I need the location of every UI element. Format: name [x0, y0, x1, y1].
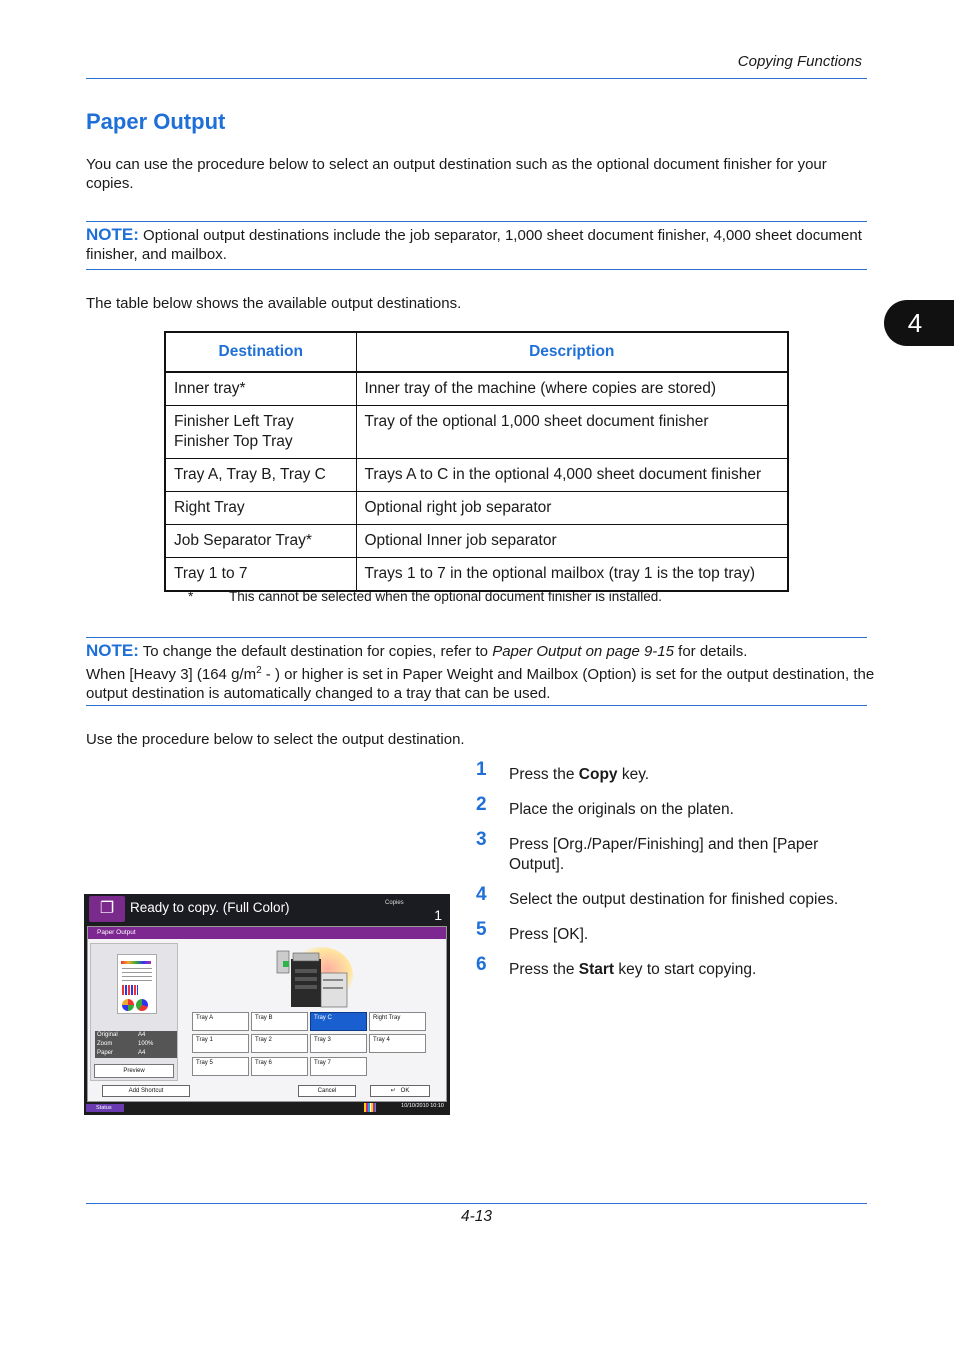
screen-title: Paper Output [88, 927, 446, 939]
step-number: 6 [476, 954, 487, 975]
step-text: Press the [509, 961, 579, 978]
note2-top-rule [86, 637, 867, 638]
step-text: Press the [509, 766, 579, 783]
step-number: 2 [476, 794, 487, 815]
panel-screen [87, 926, 447, 1102]
table-intro: The table below shows the available output destinations. [86, 295, 462, 312]
table-footnote [188, 589, 662, 604]
preview-button[interactable]: Preview [94, 1064, 174, 1078]
note2-bottom-rule [86, 705, 867, 706]
printer-illustration-icon [273, 945, 353, 1009]
table-row [165, 459, 788, 492]
step-text: Press [Org./Paper/Finishing] and then [Paper Output]. [509, 836, 819, 873]
footer-rule [86, 1203, 867, 1204]
description-cell: Trays A to C in the optional 4,000 sheet document finisher [356, 459, 788, 492]
table-row [165, 558, 788, 592]
note1-bottom-rule [86, 269, 867, 270]
toner-level-icon [364, 1103, 376, 1112]
note2-text: When [Heavy 3] (164 g/m [86, 666, 257, 683]
section-title: Paper Output [86, 109, 226, 134]
destination-cell: Tray A, Tray B, Tray C [165, 459, 356, 492]
copy-icon: ❐ [89, 896, 125, 922]
note2-text: for details. [674, 643, 748, 660]
cross-reference: Paper Output on page 9-15 [492, 643, 674, 660]
tray-a-button[interactable]: Tray A [192, 1012, 249, 1031]
page-number: 4-13 [461, 1208, 493, 1225]
document-thumbnail [117, 954, 157, 1014]
step-number: 5 [476, 919, 487, 940]
step-text: Select the output destination for finished copies. [509, 891, 839, 908]
tray-3-button[interactable]: Tray 3 [310, 1034, 367, 1053]
operation-panel-screenshot [84, 894, 450, 1115]
info-label: Original [97, 1032, 118, 1038]
footnote-text: This cannot be selected when the optional document finisher is installed. [229, 589, 663, 604]
destination-cell: Tray 1 to 7 [165, 558, 356, 592]
step-text: key. [617, 766, 650, 783]
column-header-destination: Destination [165, 332, 356, 372]
cancel-button[interactable]: Cancel [298, 1085, 356, 1097]
tray-c-button[interactable]: Tray C [310, 1012, 367, 1031]
right-tray-button[interactable]: Right Tray [369, 1012, 426, 1031]
note1-label: NOTE: [86, 225, 139, 244]
tray-1-button[interactable]: Tray 1 [192, 1034, 249, 1053]
superscript: 2 [256, 665, 262, 676]
destination-line: Finisher Top Tray [174, 433, 293, 450]
step-text: Place the originals on the platen. [509, 801, 734, 818]
enter-icon: ↵ [390, 1088, 401, 1094]
original-preview-pane [90, 943, 178, 1081]
info-value: 100% [138, 1041, 154, 1047]
destinations-table [164, 331, 789, 592]
status-button[interactable]: Status [86, 1104, 124, 1112]
copies-count: 1 [434, 907, 442, 923]
description-cell: Trays 1 to 7 in the optional mailbox (tray 1 is the top tray) [356, 558, 788, 592]
table-row [165, 372, 788, 406]
table-row [165, 525, 788, 558]
ready-message: Ready to copy. (Full Color) [130, 900, 290, 915]
tray-5-button[interactable]: Tray 5 [192, 1057, 249, 1076]
description-cell: Optional Inner job separator [356, 525, 788, 558]
note2-label: NOTE: [86, 641, 139, 660]
tray-6-button[interactable]: Tray 6 [251, 1057, 308, 1076]
description-cell: Tray of the optional 1,000 sheet document finisher [356, 406, 788, 459]
add-shortcut-button[interactable]: Add Shortcut [102, 1085, 190, 1097]
step-text: key to start copying. [614, 961, 757, 978]
tray-2-button[interactable]: Tray 2 [251, 1034, 308, 1053]
destination-cell: Inner tray* [165, 372, 356, 406]
info-label: Paper [97, 1050, 114, 1056]
destination-cell: Right Tray [165, 492, 356, 525]
destination-cell: Job Separator Tray* [165, 525, 356, 558]
column-header-description: Description [356, 332, 788, 372]
procedure-intro: Use the procedure below to select the output destination. [86, 731, 465, 748]
running-header: Copying Functions [737, 53, 862, 70]
key-name: Start [578, 961, 615, 978]
description-cell: Optional right job separator [356, 492, 788, 525]
info-value: A4 [138, 1050, 146, 1056]
table-row [165, 406, 788, 459]
note1 [86, 225, 871, 264]
step-text: Press [OK]. [509, 926, 589, 943]
footnote-mark: * [188, 589, 194, 604]
note2-text: To change the default destination for copies, refer to [138, 643, 493, 660]
note1-text: Optional output destinations include the job separator, 1,000 sheet document finisher, 4,000 sheet document finisher, and mailbox. [86, 227, 862, 263]
ok-label: OK [400, 1088, 410, 1094]
step-number: 1 [476, 759, 487, 780]
note1-top-rule [86, 221, 867, 222]
copies-label: Copies [385, 900, 404, 906]
tray-b-button[interactable]: Tray B [251, 1012, 308, 1031]
destination-cell [165, 406, 356, 459]
chapter-tab: 4 [884, 300, 954, 346]
note2-text: - ) or higher is set in Paper Weight and Mailbox (Option) is set for the output destination, the output destination is automatically changed to a tray that can be used. [86, 666, 875, 702]
ok-button[interactable] [370, 1085, 430, 1097]
header-rule [86, 78, 867, 79]
destination-line: Finisher Left Tray [174, 413, 294, 430]
intro-paragraph: You can use the procedure below to select an output destination such as the optional document finisher for your copies. [86, 156, 827, 192]
tray-7-button[interactable]: Tray 7 [310, 1057, 367, 1076]
note2 [86, 641, 876, 703]
table-row [165, 492, 788, 525]
panel-status-bar [84, 894, 450, 924]
tray-4-button[interactable]: Tray 4 [369, 1034, 426, 1053]
key-name: Copy [578, 766, 618, 783]
step-number: 3 [476, 829, 487, 850]
description-cell: Inner tray of the machine (where copies are stored) [356, 372, 788, 406]
info-label: Zoom [97, 1041, 113, 1047]
panel-clock: 10/10/2010 10:10 [401, 1103, 444, 1109]
step-number: 4 [476, 884, 487, 905]
info-value: A4 [138, 1032, 146, 1038]
